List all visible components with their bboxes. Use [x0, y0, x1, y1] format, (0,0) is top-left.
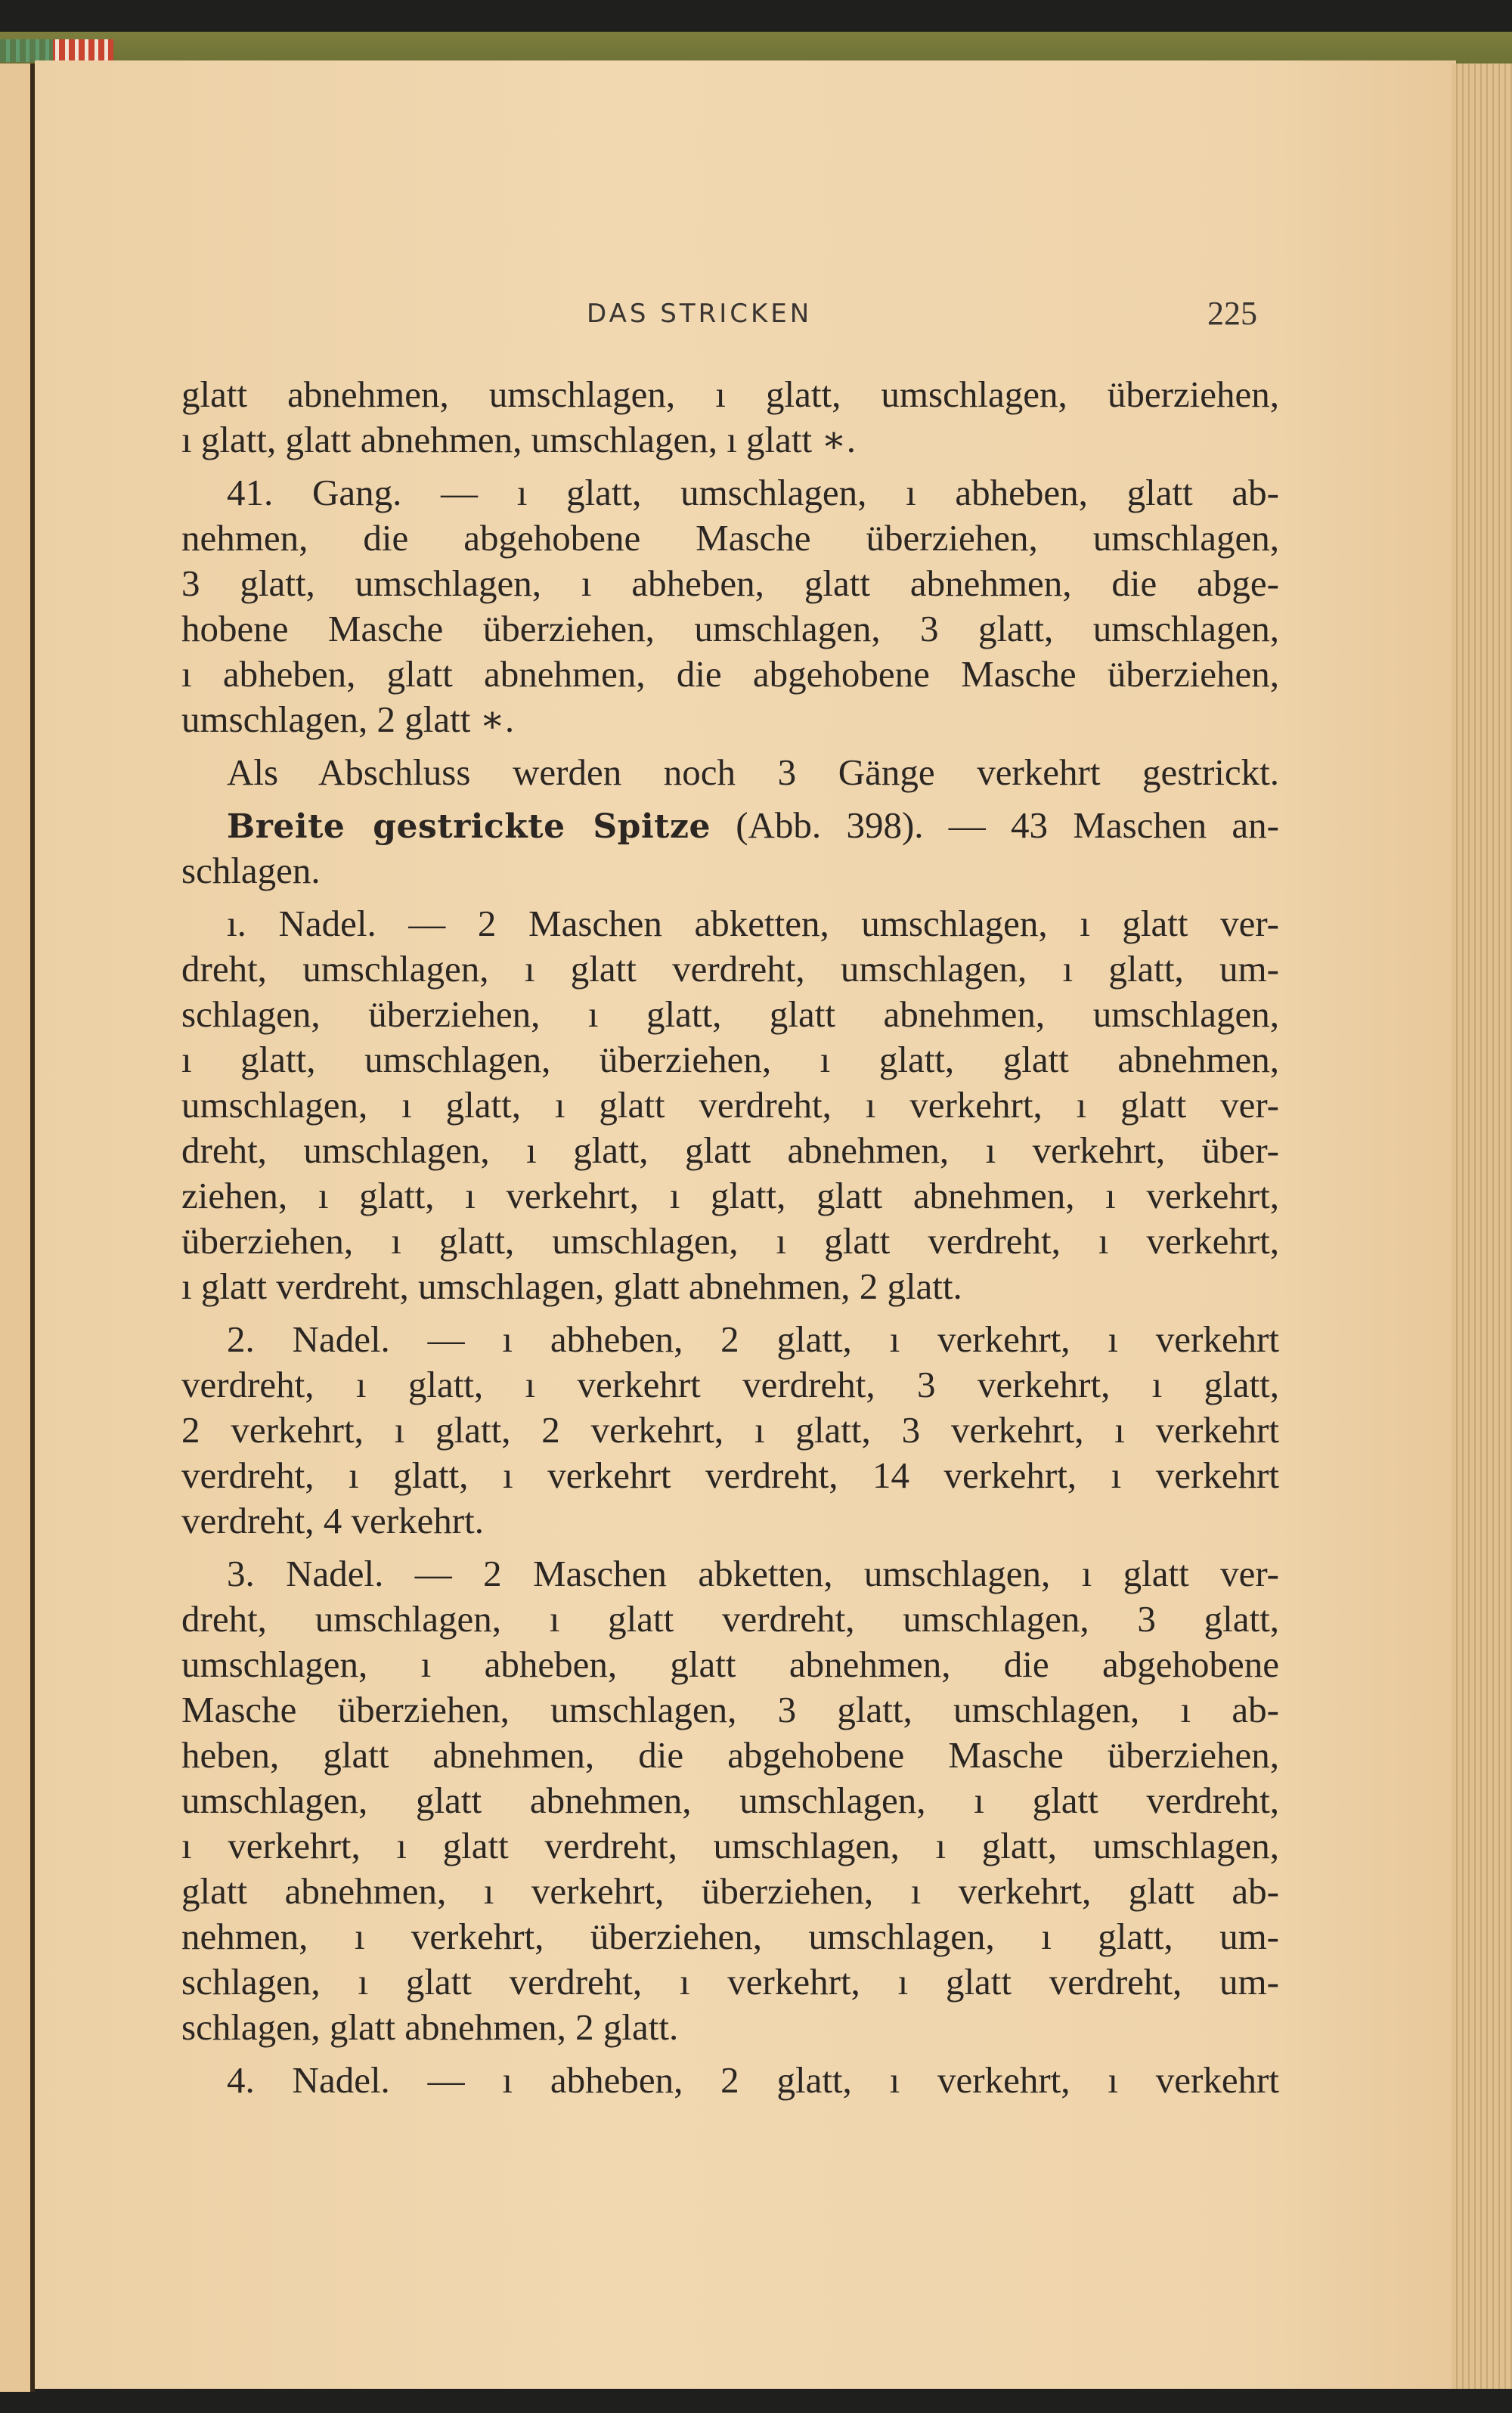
- text-line: [181, 606, 1279, 652]
- text-line: [181, 1823, 1279, 1869]
- text-line: [181, 561, 1279, 606]
- line-text: überziehen, ı glatt, umschlagen, ı glatt verdreht, ı verkehrt,: [181, 1220, 1279, 1262]
- paragraph: [181, 1551, 1279, 2050]
- text-line: [181, 1317, 1279, 1362]
- line-text: dreht, umschlagen, ı glatt verdreht, umschlagen, ı glatt, um-: [181, 948, 1279, 990]
- line-text: 41. Gang. — ı glatt, umschlagen, ı abheben, glatt ab-: [227, 472, 1279, 513]
- paragraph: [181, 372, 1279, 463]
- page-header: [0, 295, 1512, 336]
- line-text: verdreht, ı glatt, ı verkehrt verdreht, 14 verkehrt, ı verkehrt: [181, 1454, 1279, 1496]
- line-text: schlagen, glatt abnehmen, 2 glatt.: [181, 2006, 679, 2048]
- text-line: [181, 2058, 1279, 2103]
- line-text: ı glatt, glatt abnehmen, umschlagen, ı glatt ∗.: [181, 419, 856, 460]
- text-line: [181, 1914, 1279, 1959]
- line-text: hobene Masche überziehen, umschlagen, 3 glatt, umschlagen,: [181, 608, 1279, 649]
- text-line: [181, 1869, 1279, 1914]
- text-line: [181, 1642, 1279, 1687]
- text-line: [181, 1083, 1279, 1128]
- line-text: nehmen, die abgehobene Masche überziehen, umschlagen,: [181, 517, 1279, 559]
- line-text: nehmen, ı verkehrt, überziehen, umschlagen, ı glatt, um-: [181, 1916, 1279, 1957]
- line-text: umschlagen, ı glatt, ı glatt verdreht, ı verkehrt, ı glatt ver-: [181, 1084, 1279, 1126]
- line-text: dreht, umschlagen, ı glatt, glatt abnehmen, ı verkehrt, über-: [181, 1129, 1279, 1171]
- line-text: glatt abnehmen, umschlagen, ı glatt, umschlagen, überziehen,: [181, 373, 1279, 415]
- text-line: [181, 1687, 1279, 1733]
- line-text: umschlagen, ı abheben, glatt abnehmen, die abgehobene: [181, 1643, 1279, 1685]
- line-text: schlagen, überziehen, ı glatt, glatt abnehmen, umschlagen,: [181, 993, 1279, 1035]
- text-line: [181, 1733, 1279, 1778]
- paragraph: [181, 901, 1279, 1309]
- section-heading: Breite gestrickte Spitze: [227, 807, 711, 846]
- text-line: [181, 1128, 1279, 1173]
- text-line: [181, 1597, 1279, 1642]
- text-line: [181, 803, 1279, 848]
- text-line: [181, 848, 1279, 894]
- line-text: ziehen, ı glatt, ı verkehrt, ı glatt, glatt abnehmen, ı verkehrt,: [181, 1175, 1279, 1216]
- text-line: [181, 1219, 1279, 1264]
- line-text: verdreht, ı glatt, ı verkehrt verdreht, 3 verkehrt, ı glatt,: [181, 1364, 1279, 1405]
- text-line: [181, 901, 1279, 946]
- text-line: [181, 1362, 1279, 1408]
- text-line: [181, 1037, 1279, 1083]
- line-text: ı glatt verdreht, umschlagen, glatt abnehmen, 2 glatt.: [181, 1265, 962, 1307]
- line-text: 3 glatt, umschlagen, ı abheben, glatt abnehmen, die abge-: [181, 562, 1279, 604]
- text-line: [181, 750, 1279, 795]
- line-text: verdreht, 4 verkehrt.: [181, 1500, 484, 1541]
- paragraph: [181, 803, 1279, 894]
- text-line: [181, 470, 1279, 516]
- page-number: 225: [1207, 295, 1257, 332]
- paragraph: [181, 470, 1279, 742]
- text-line: [181, 372, 1279, 417]
- text-line: [181, 1264, 1279, 1309]
- line-text: ı abheben, glatt abnehmen, die abgehobene Masche überziehen,: [181, 653, 1279, 695]
- body-text: [181, 372, 1279, 2111]
- page-edges: [1452, 64, 1512, 2389]
- text-line: [181, 516, 1279, 561]
- running-head: DAS STRICKEN: [587, 299, 813, 329]
- line-text: ı verkehrt, ı glatt verdreht, umschlagen, ı glatt, umschlagen,: [181, 1825, 1279, 1866]
- book-cover-edge: [0, 32, 1512, 64]
- line-text: heben, glatt abnehmen, die abgehobene Masche überziehen,: [181, 1734, 1279, 1776]
- line-text: 3. Nadel. — 2 Maschen abketten, umschlagen, ı glatt ver-: [227, 1553, 1279, 1594]
- paragraph: [181, 750, 1279, 795]
- text-line: [181, 1408, 1279, 1453]
- text-line: [181, 1778, 1279, 1823]
- text-line: [181, 1173, 1279, 1219]
- text-line: [181, 992, 1279, 1037]
- text-line: [181, 417, 1279, 463]
- line-text: glatt abnehmen, ı verkehrt, überziehen, ı verkehrt, glatt ab-: [181, 1870, 1279, 1912]
- text-line: [181, 1959, 1279, 2005]
- text-line: [181, 946, 1279, 992]
- paragraph: [181, 1317, 1279, 1544]
- paragraph: [181, 2058, 1279, 2103]
- line-text: 2 verkehrt, ı glatt, 2 verkehrt, ı glatt, 3 verkehrt, ı verkehrt: [181, 1409, 1279, 1451]
- line-text: umschlagen, glatt abnehmen, umschlagen, ı glatt verdreht,: [181, 1780, 1279, 1821]
- text-line: [181, 1551, 1279, 1597]
- line-text: 2. Nadel. — ı abheben, 2 glatt, ı verkehrt, ı verkehrt: [227, 1318, 1279, 1360]
- line-text: Masche überziehen, umschlagen, 3 glatt, umschlagen, ı ab-: [181, 1689, 1279, 1730]
- line-text: Als Abschluss werden noch 3 Gänge verkehrt gestrickt.: [227, 751, 1279, 793]
- line-text: umschlagen, 2 glatt ∗.: [181, 698, 515, 740]
- line-text: ı glatt, umschlagen, überziehen, ı glatt, glatt abnehmen,: [181, 1039, 1279, 1080]
- line-text: dreht, umschlagen, ı glatt verdreht, umschlagen, 3 glatt,: [181, 1598, 1279, 1640]
- text-line: [181, 1453, 1279, 1498]
- left-page-edge: [0, 64, 35, 2392]
- text-line: [181, 1498, 1279, 1544]
- line-text: (Abb. 398). — 43 Maschen an-: [710, 804, 1279, 846]
- line-text: ı. Nadel. — 2 Maschen abketten, umschlagen, ı glatt ver-: [227, 903, 1279, 944]
- line-text: schlagen.: [181, 850, 321, 891]
- text-line: [181, 2005, 1279, 2050]
- bookmark-ribbon-green: [0, 39, 53, 62]
- text-line: [181, 697, 1279, 742]
- text-line: [181, 652, 1279, 697]
- line-text: 4. Nadel. — ı abheben, 2 glatt, ı verkehrt, ı verkehrt: [227, 2059, 1279, 2101]
- line-text: schlagen, ı glatt verdreht, ı verkehrt, ı glatt verdreht, um-: [181, 1961, 1279, 2003]
